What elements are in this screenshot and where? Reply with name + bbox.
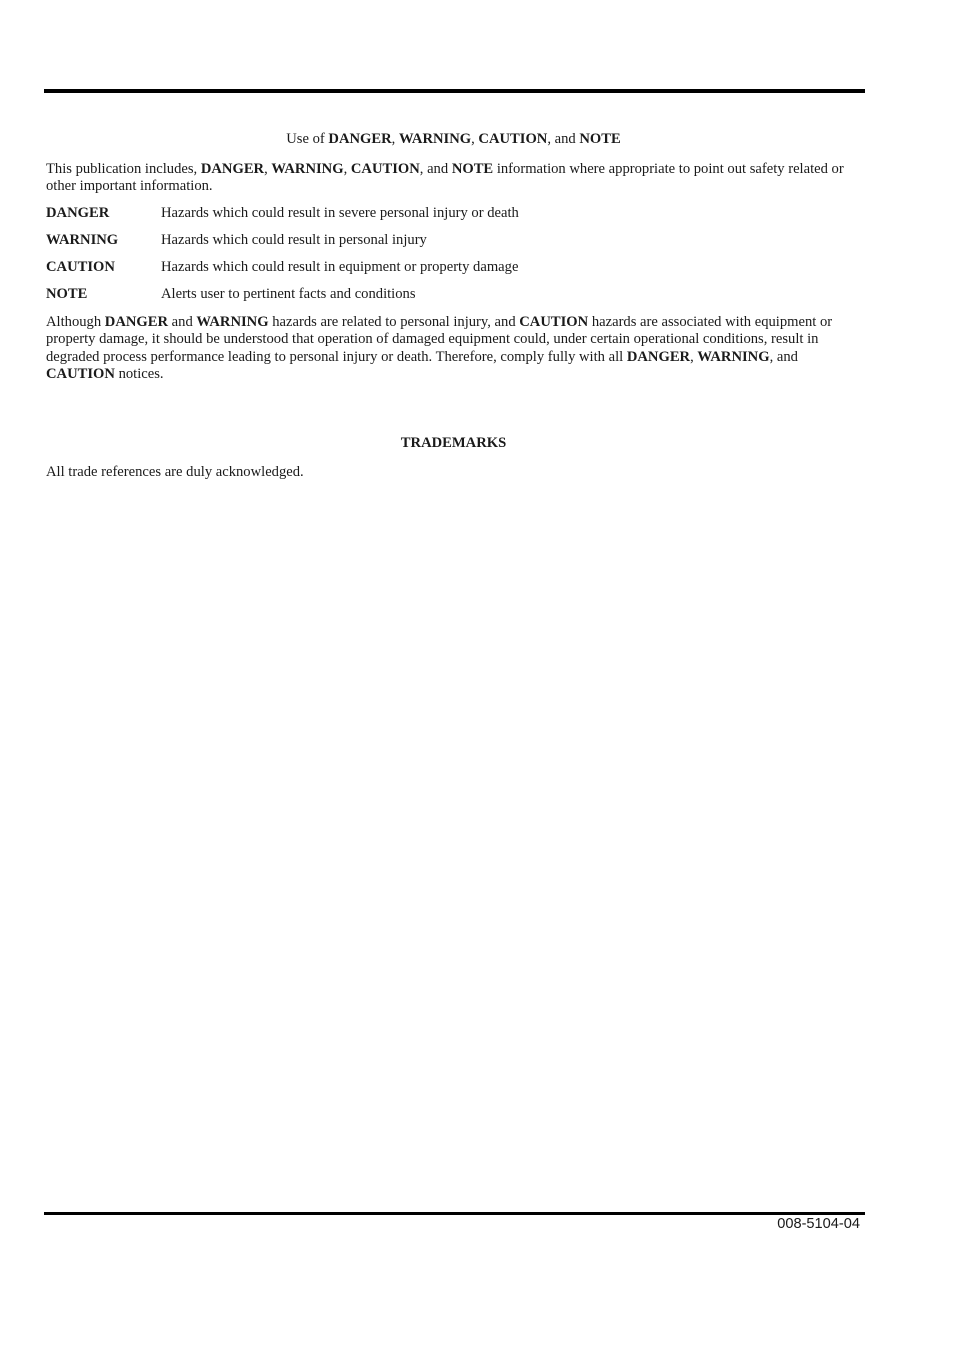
section-heading (46, 131, 861, 149)
intro-paragraph (46, 161, 861, 196)
definition-list (46, 205, 861, 304)
summary-text: notices. (114, 366, 164, 383)
summary-caution: CAUTION (46, 366, 115, 383)
definition-term: DANGER (46, 204, 110, 221)
definition-description: Hazards which could result in equipment or property damage (161, 259, 519, 276)
definition-term: CAUTION (46, 259, 115, 276)
definition-term: NOTE (46, 286, 88, 303)
heading-separator: , (391, 131, 399, 147)
summary-text: Although (46, 313, 105, 330)
footer-rule (44, 1212, 865, 1215)
intro-text: This publication includes, (46, 160, 201, 177)
header-rule (44, 89, 865, 93)
definition-description: Alerts user to pertinent facts and conditions (161, 286, 416, 303)
summary-warning: WARNING (697, 348, 770, 365)
summary-paragraph (46, 314, 861, 384)
definition-description: Hazards which could result in severe personal injury or death (161, 204, 519, 221)
summary-danger: DANGER (626, 348, 691, 365)
summary-separator: , (690, 348, 698, 365)
heading-caution: CAUTION (478, 131, 548, 147)
heading-separator: , (471, 131, 479, 147)
heading-note: NOTE (579, 131, 621, 147)
intro-separator: , (264, 160, 272, 177)
intro-caution: CAUTION (350, 160, 420, 177)
definition-row-warning (46, 232, 861, 250)
heading-text: Use of (286, 131, 329, 147)
summary-danger: DANGER (104, 313, 169, 330)
definition-description: Hazards which could result in personal injury (161, 231, 427, 248)
intro-danger: DANGER (200, 160, 265, 177)
definition-term: WARNING (46, 231, 119, 248)
document-number: 008-5104-04 (777, 1216, 860, 1232)
heading-separator: , and (547, 131, 580, 147)
summary-caution: CAUTION (519, 313, 589, 330)
intro-warning: WARNING (271, 160, 344, 177)
heading-danger: DANGER (328, 131, 392, 147)
intro-separator: , and (419, 160, 452, 177)
summary-text: hazards are related to personal injury, and (268, 313, 520, 330)
intro-text: information where appropriate to point out safety related or other important information. (46, 160, 844, 195)
document-body (46, 131, 861, 490)
definition-row-caution (46, 259, 861, 277)
summary-text: and (168, 313, 197, 330)
definition-row-note (46, 286, 861, 304)
intro-note: NOTE (451, 160, 494, 177)
summary-text: hazards are associated with equipment or property damage, it should be understood that operation of damaged equipment could, under certain operational conditions, result in degraded process performance leading to personal injury or death. Therefore, comply fully with all (46, 313, 833, 365)
intro-separator: , (343, 160, 351, 177)
trademarks-heading: TRADEMARKS (400, 434, 507, 451)
definition-row-danger (46, 205, 861, 223)
trademarks-text: All trade references are duly acknowledged. (46, 463, 304, 480)
summary-warning: WARNING (196, 313, 269, 330)
heading-warning: WARNING (398, 131, 472, 147)
summary-separator: , and (769, 348, 798, 365)
